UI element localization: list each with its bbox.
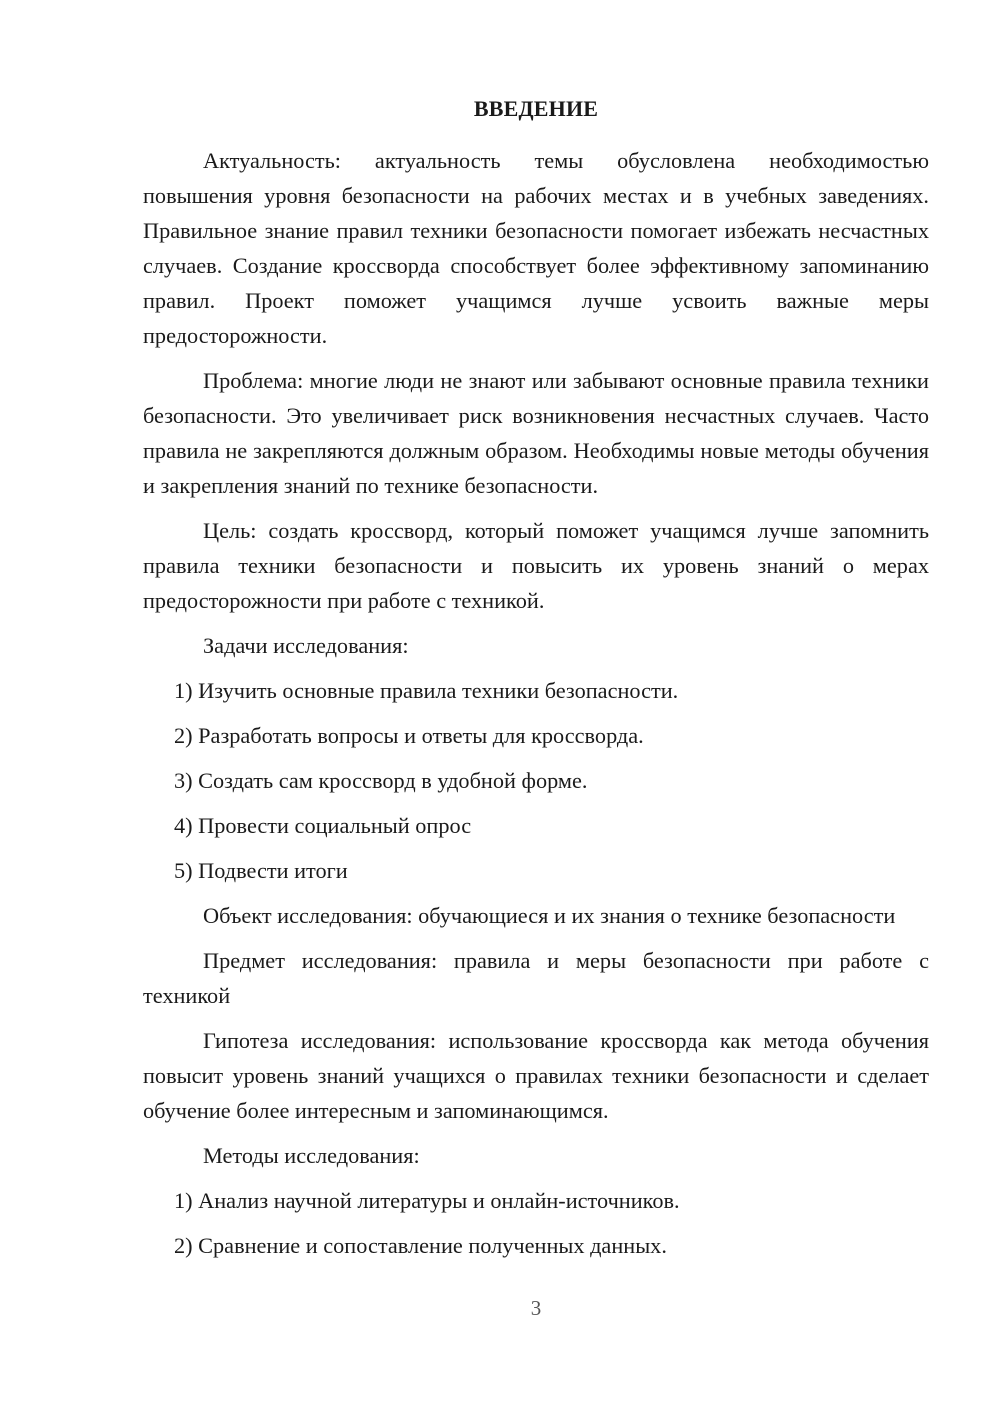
document-body	[143, 143, 929, 1273]
method-item: 2) Сравнение и сопоставление полученных данных.	[174, 1233, 667, 1258]
problem-paragraph: Проблема: многие люди не знают или забывают основные правила техники безопасности. Это увеличивает риск возникновения несчастных случаев. Часто правила не закрепляются должным образом. Необходимы новые методы обучения и закрепления знаний по технике безопасности.	[143, 368, 929, 498]
hypothesis-paragraph: Гипотеза исследования: использование кроссворда как метода обучения повысит уровень знаний учащихся о правилах техники безопасности и сделает обучение более интересным и запоминающимся.	[143, 1028, 929, 1123]
page-number: 3	[530, 1296, 542, 1320]
task-item: 5) Подвести итоги	[174, 858, 348, 883]
methods-heading: Методы исследования:	[203, 1143, 420, 1168]
goal-paragraph: Цель: создать кроссворд, который поможет учащимся лучше запомнить правила техники безопасности и повысить их уровень знаний о мерах предосторожности при работе с техникой.	[143, 518, 929, 613]
task-item: 1) Изучить основные правила техники безопасности.	[174, 678, 679, 703]
subject-paragraph: Предмет исследования: правила и меры безопасности при работе с техникой	[143, 948, 929, 1008]
method-item: 1) Анализ научной литературы и онлайн-источников.	[174, 1188, 680, 1213]
tasks-heading: Задачи исследования:	[203, 633, 409, 658]
task-item: 2) Разработать вопросы и ответы для кроссворда.	[174, 723, 644, 748]
relevance-paragraph: Актуальность: актуальность темы обусловлена необходимостью повышения уровня безопасности на рабочих местах и в учебных заведениях. Правильное знание правил техники безопасности помогает избежать несчастных случаев. Создание кроссворда способствует более эффективному запоминанию правил. Проект поможет учащимся лучше усвоить важные меры предосторожности.	[143, 148, 929, 348]
page-title: ВВЕДЕНИЕ	[473, 96, 599, 121]
task-item: 4) Провести социальный опрос	[174, 813, 472, 838]
task-item: 3) Создать сам кроссворд в удобной форме.	[174, 768, 588, 793]
object-paragraph: Объект исследования: обучающиеся и их знания о технике безопасности	[203, 903, 896, 928]
